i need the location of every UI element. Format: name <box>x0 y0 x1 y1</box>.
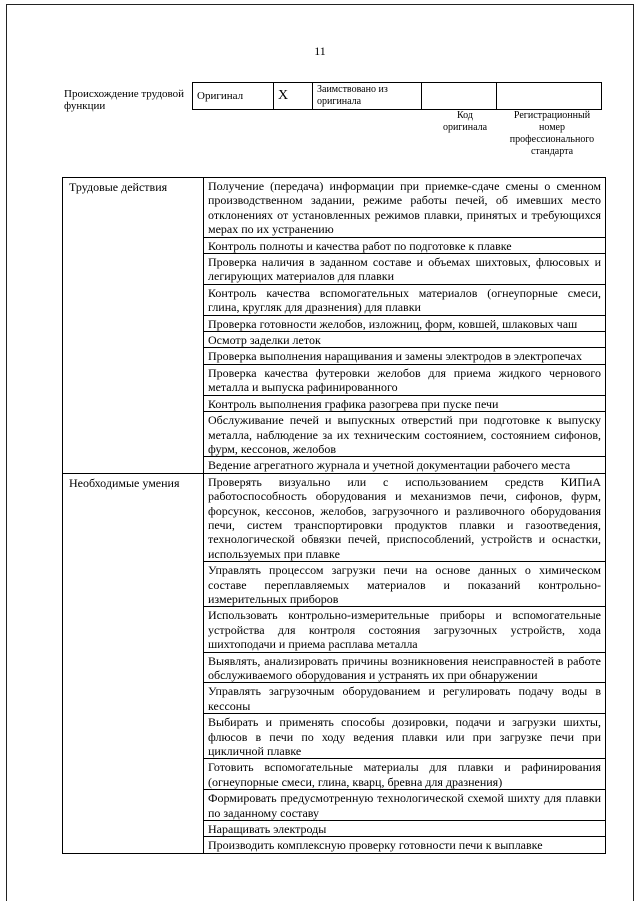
skills-title: Необходимые умения <box>63 473 204 853</box>
reg-number-cell <box>497 83 602 110</box>
labor-action-item: Ведение агрегатного журнала и учетной документации рабочего места <box>204 457 606 473</box>
skill-item: Управлять процессом загрузки печи на основе данных о химическом составе переплавляемых материалов и показаний контрольно-измерительных приборов <box>204 562 606 607</box>
origin-table <box>192 82 602 110</box>
labor-action-item: Контроль качества вспомогательных материалов (огнеупорные смеси, глина, кругляк для дразнения) для плавки <box>204 284 606 315</box>
labor-action-item: Контроль выполнения графика разогрева при пуске печи <box>204 395 606 411</box>
table-row <box>63 178 606 238</box>
skills-section <box>63 473 606 853</box>
labor-action-item: Проверка качества футеровки желобов для приема жидкого чернового металла и выпуска рафинированного <box>204 364 606 395</box>
skill-item: Производить комплексную проверку готовности печи к выплавке <box>204 837 606 853</box>
labor-actions-title: Трудовые действия <box>63 178 204 474</box>
origin-label: Происхождение трудовой функции <box>64 88 185 112</box>
skill-item: Наращивать электроды <box>204 821 606 837</box>
borrowed-cell: Заимствовано из оригинала <box>313 83 422 110</box>
labor-action-item: Проверка готовности желобов, изложниц, форм, ковшей, шлаковых чаш <box>204 315 606 331</box>
page-number: 11 <box>314 44 326 58</box>
original-mark: X <box>274 83 313 110</box>
table-row <box>63 473 606 561</box>
reg-caption: Регистрационный номер профессионального стандарта <box>509 110 595 157</box>
labor-actions-section <box>63 178 606 474</box>
original-code-cell <box>422 83 497 110</box>
skill-item: Формировать предусмотренную технологической схемой шихту для плавки по заданному составу <box>204 790 606 821</box>
skill-item: Выявлять, анализировать причины возникновения неисправностей в работе обслуживаемого оборудования и устранять их при обнаружении <box>204 652 606 683</box>
labor-action-item: Проверка наличия в заданном составе и объемах шихтовых, флюсовых и легирующих материалов для плавки <box>204 254 606 285</box>
code-caption: Код оригинала <box>442 110 488 133</box>
labor-action-item: Контроль полноты и качества работ по подготовке к плавке <box>204 237 606 253</box>
function-table <box>62 177 606 854</box>
skill-item: Готовить вспомогательные материалы для плавки и рафинирования (огнеупорные смеси, глина, кварц, бревна для дразнения) <box>204 759 606 790</box>
skill-item: Проверять визуально или с использованием средств КИПиА работоспособность оборудования и механизмов печи, сифонов, фурм, форсунок, кессонов, желобов, загрузочного и разливочного оборудования печи, систем транспортировки продуктов плавки и газоотведения, технологической обвязки печей, приспособлений, устройств и оснастки, используемых при плавке <box>204 473 606 561</box>
labor-action-item: Обслуживание печей и выпускных отверстий при подготовке к выпуску металла, наблюдение за их техническим состоянием, состоянием сифонов, фурм, кессонов, желобов <box>204 412 606 457</box>
labor-action-item: Получение (передача) информации при приемке-сдаче смены о сменном производственном задании, режиме работы печей, об имевших место отклонениях от установленных режимов плавки, принятых и требующихся мерах по их устранению <box>204 178 606 238</box>
labor-action-item: Осмотр заделки леток <box>204 332 606 348</box>
skill-item: Управлять загрузочным оборудованием и регулировать подачу воды в кессоны <box>204 683 606 714</box>
skill-item: Выбирать и применять способы дозировки, подачи и загрузки шихты, флюсов в печи по ходу ведения плавки или при загрузке печи при цикличной плавке <box>204 714 606 759</box>
labor-action-item: Проверка выполнения наращивания и замены электродов в электропечах <box>204 348 606 364</box>
original-cell: Оригинал <box>193 83 274 110</box>
skill-item: Использовать контрольно-измерительные приборы и вспомогательные устройства для контроля состояния загрузочных устройств, хода шихтоподачи и приема расплава металла <box>204 607 606 652</box>
